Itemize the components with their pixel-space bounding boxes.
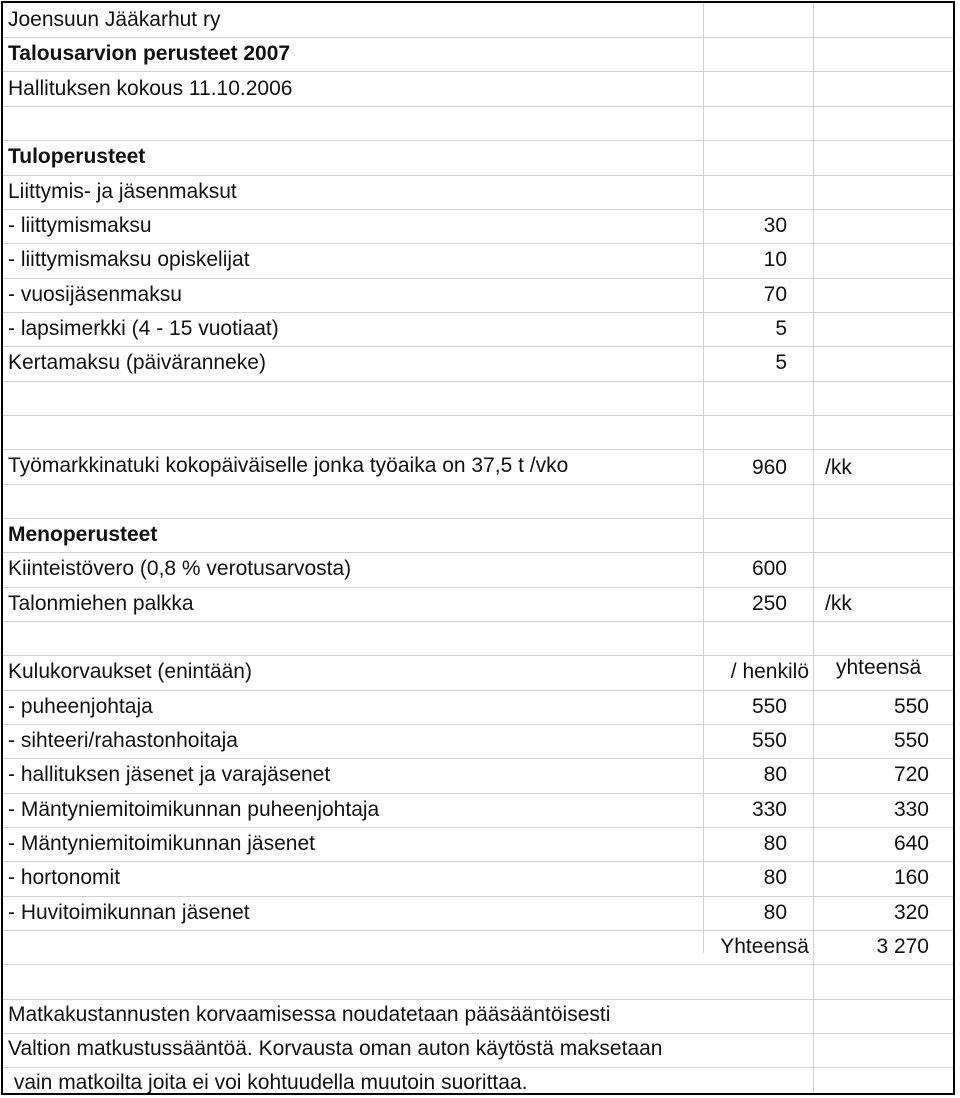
note-line: Valtion matkustussääntöä. Korvausta oman auton käytöstä maksetaan — [8, 1037, 663, 1060]
reimbursement-row-total: 550 — [893, 729, 929, 752]
reimbursements-heading: Kulukorvaukset (enintään) — [8, 660, 252, 683]
row-divider — [3, 690, 953, 691]
row-divider — [3, 71, 953, 72]
reimbursement-row-per-person: 80 — [763, 901, 787, 924]
row-divider — [3, 793, 953, 794]
reimbursements-sum-value: 3 270 — [876, 935, 929, 958]
row-divider — [3, 140, 953, 141]
income-row-label: - lapsimerkki (4 - 15 vuotiaat) — [8, 317, 279, 340]
expense-row-value: 600 — [751, 557, 787, 580]
support-value: 960 — [751, 456, 787, 479]
reimbursement-row-label: - Mäntyniemitoimikunnan puheenjohtaja — [8, 798, 380, 821]
reimbursement-row-label: - hortonomit — [8, 866, 121, 889]
row-divider — [3, 278, 953, 279]
expense-row-unit: /kk — [825, 592, 852, 615]
note-line: vain matkoilta joita ei voi kohtuudella muutoin suorittaa. — [8, 1071, 528, 1094]
support-label: Työmarkkinatuki kokopäiväiselle jonka työaika on 37,5 t /vko — [8, 454, 569, 477]
row-divider — [3, 999, 953, 1000]
reimbursement-row-total: 160 — [893, 866, 929, 889]
expense-row-value: 250 — [751, 592, 787, 615]
reimbursement-row-total: 640 — [893, 832, 929, 855]
reimbursements-sum-label: Yhteensä — [720, 935, 809, 958]
income-row-label: - liittymismaksu — [8, 214, 152, 237]
reimbursement-row-per-person: 80 — [763, 866, 787, 889]
expense-row-label: Kiinteistövero (0,8 % verotusarvosta) — [8, 557, 352, 580]
column-header-per-person: / henkilö — [730, 660, 809, 683]
income-heading: Tuloperusteet — [8, 145, 146, 168]
row-divider — [3, 415, 953, 416]
row-divider — [3, 449, 953, 450]
row-divider — [3, 381, 953, 382]
row-divider — [3, 106, 953, 107]
reimbursement-row-total: 550 — [893, 695, 929, 718]
reimbursement-row-label: - Huvitoimikunnan jäsenet — [8, 901, 250, 924]
reimbursement-row-per-person: 550 — [751, 729, 787, 752]
reimbursement-row-label: - sihteeri/rahastonhoitaja — [8, 729, 238, 752]
note-line: Matkakustannusten korvaamisessa noudatetaan pääsääntöisesti — [8, 1003, 611, 1026]
income-row-value: 70 — [763, 283, 787, 306]
row-divider — [3, 1067, 953, 1068]
expense-row-label: Talonmiehen palkka — [8, 592, 194, 615]
row-divider — [3, 964, 953, 965]
expenses-heading: Menoperusteet — [8, 523, 158, 546]
reimbursement-row-label: - Mäntyniemitoimikunnan jäsenet — [8, 832, 315, 855]
row-divider — [3, 655, 953, 656]
income-row-value: 30 — [763, 214, 787, 237]
column-header-total: yhteensä — [836, 656, 922, 679]
income-row-value: 10 — [763, 248, 787, 271]
reimbursement-row-per-person: 80 — [763, 832, 787, 855]
row-divider — [3, 243, 953, 244]
row-divider — [3, 37, 953, 38]
document-title: Talousarvion perusteet 2007 — [8, 42, 291, 65]
row-divider — [3, 518, 953, 519]
row-divider — [3, 552, 953, 553]
reimbursement-row-total: 330 — [893, 798, 929, 821]
reimbursement-row-total: 320 — [893, 901, 929, 924]
row-divider — [3, 896, 953, 897]
income-row-value: 5 — [775, 317, 787, 340]
row-divider — [3, 827, 953, 828]
row-divider — [3, 175, 953, 176]
income-row-label: - vuosijäsenmaksu — [8, 283, 182, 306]
row-divider — [3, 758, 953, 759]
reimbursement-row-per-person: 330 — [751, 798, 787, 821]
income-row-label: - liittymismaksu opiskelijat — [8, 248, 250, 271]
reimbursement-row-per-person: 80 — [763, 763, 787, 786]
row-divider — [3, 930, 953, 931]
income-row-label: Kertamaksu (päiväranneke) — [8, 351, 266, 374]
row-divider — [3, 346, 953, 347]
row-divider — [3, 587, 953, 588]
row-divider — [3, 861, 953, 862]
income-row-value: 5 — [775, 351, 787, 374]
reimbursement-row-label: - puheenjohtaja — [8, 695, 153, 718]
income-subheading: Liittymis- ja jäsenmaksut — [8, 180, 237, 203]
spreadsheet-sheet — [1, 1, 955, 1095]
support-unit: /kk — [825, 456, 852, 479]
row-divider — [3, 621, 953, 622]
row-divider — [3, 484, 953, 485]
row-divider — [3, 1033, 953, 1034]
row-divider — [3, 209, 953, 210]
reimbursement-row-per-person: 550 — [751, 695, 787, 718]
reimbursement-row-total: 720 — [893, 763, 929, 786]
row-divider — [3, 312, 953, 313]
meeting-info: Hallituksen kokous 11.10.2006 — [8, 77, 293, 100]
organization-name: Joensuun Jääkarhut ry — [8, 8, 221, 31]
reimbursement-row-label: - hallituksen jäsenet ja varajäsenet — [8, 763, 331, 786]
row-divider — [3, 724, 953, 725]
